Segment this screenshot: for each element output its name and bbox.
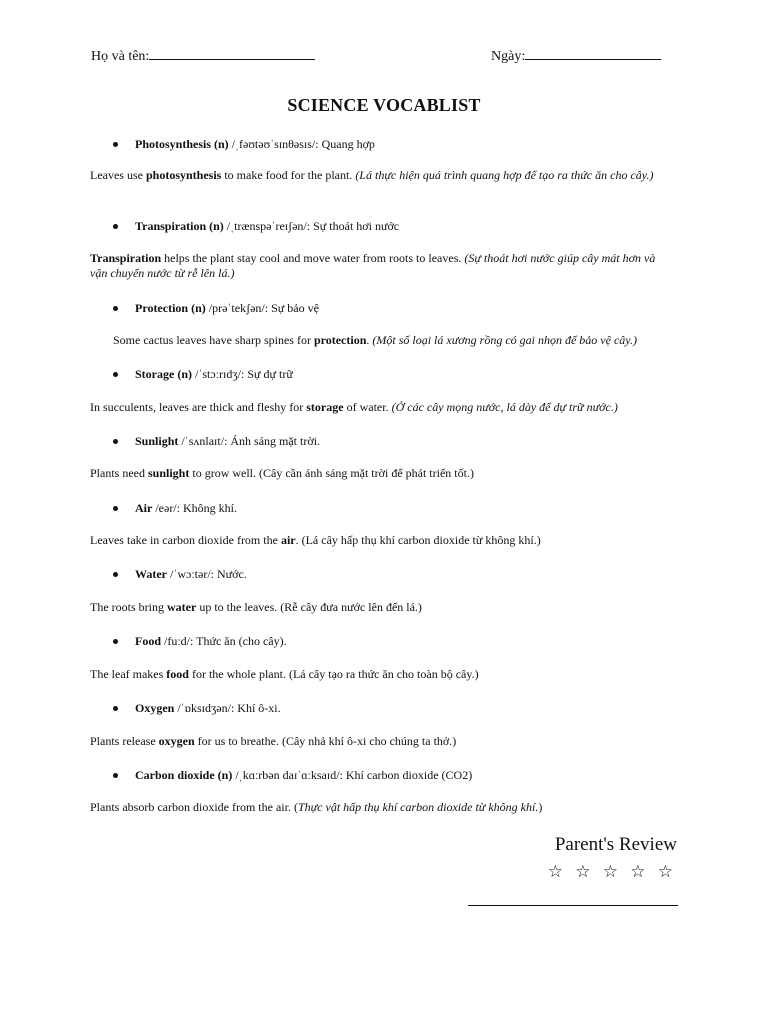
term-definition: /ˌfəʊtəʊˈsɪnθəsɪs/: Quang hợp [228, 137, 375, 151]
name-field [91, 46, 315, 65]
example-sentence [90, 466, 670, 481]
term-word: Food [135, 634, 162, 648]
sentence-text: ) [538, 800, 543, 814]
vocab-term [113, 301, 319, 316]
sentence-keyword: oxygen [158, 734, 195, 748]
sentence-text: to make food for the plant. [221, 168, 356, 182]
example-sentence [90, 667, 670, 682]
sentence-text: Plants release [90, 734, 159, 748]
example-sentence [90, 600, 670, 615]
sentence-text: helps the plant stay cool and move water from roots to leaves. [161, 251, 465, 265]
sentence-text: . (Lá cây hấp thụ khí carbon dioxide từ không khí.) [295, 533, 541, 547]
sentence-keyword: sunlight [148, 466, 190, 480]
date-label: Ngày: [491, 49, 526, 64]
term-definition: /ˈwɔːtər/: Nước. [167, 567, 247, 581]
sentence-keyword: Transpiration [90, 251, 162, 265]
term-word: Air [135, 501, 153, 515]
sentence-text: The leaf makes [90, 667, 167, 681]
sentence-text: up to the leaves. (Rễ cây đưa nước lên đến lá.) [196, 600, 422, 614]
sentence-keyword: water [167, 600, 197, 614]
sentence-text: Plants absorb carbon dioxide from the air. ( [90, 800, 298, 814]
bullet-icon [113, 572, 118, 577]
date-field [491, 46, 661, 65]
term-definition: /ˌtrænspəˈreɪʃən/: Sự thoát hơi nước [223, 219, 400, 233]
vocab-term [113, 367, 293, 382]
sentence-text: of water. [343, 400, 392, 414]
example-sentence [90, 400, 670, 415]
term-definition: /fuːd/: Thức ăn (cho cây). [161, 634, 287, 648]
sentence-translation: Thực vật hấp thụ khí carbon dioxide từ không khí. [297, 800, 539, 814]
term-word: Oxygen [135, 701, 175, 715]
bullet-icon [113, 706, 118, 711]
bullet-icon [113, 506, 118, 511]
sentence-text: to grow well. (Cây cần ánh sáng mặt trời để phát triển tốt.) [189, 466, 474, 480]
vocab-term [113, 434, 320, 449]
sentence-translation: (Lá thực hiện quá trình quang hợp để tạo ra thức ăn cho cây.) [355, 168, 654, 182]
vocab-term [113, 501, 237, 516]
bullet-icon [113, 439, 118, 444]
example-sentence [90, 800, 670, 815]
page-title: SCIENCE VOCABLIST [287, 95, 481, 115]
sentence-text: for us to breathe. (Cây nhả khí ô-xi cho chúng ta thở.) [194, 734, 457, 748]
sentence-translation: (Ở các cây mọng nước, lá dày để dự trữ nước.) [391, 400, 618, 414]
example-sentence [113, 333, 693, 348]
term-definition: /prəˈtekʃən/: Sự bảo vệ [205, 301, 319, 315]
bullet-icon [113, 372, 118, 377]
vocab-term [113, 219, 399, 234]
sentence-text: Plants need [90, 466, 148, 480]
sentence-translation: (Sự thoát hơi nước giúp cây mát hơn và vận chuyển nước từ rễ lên lá.) [90, 251, 656, 280]
term-definition: /eər/: Không khí. [152, 501, 237, 515]
vocab-term [113, 137, 375, 152]
sentence-translation: (Một số loại lá xương rồng có gai nhọn để bảo vệ cây.) [372, 333, 637, 347]
parents-review-title: Parent's Review [554, 834, 677, 855]
sentence-text: for the whole plant. (Lá cây tạo ra thức ăn cho toàn bộ cây.) [188, 667, 479, 681]
sentence-keyword: air [280, 533, 296, 547]
term-definition: /ˈɒksɪdʒən/: Khí ô-xi. [174, 701, 281, 715]
term-word: Storage (n) [135, 367, 192, 381]
sentence-text: Leaves take in carbon dioxide from the [90, 533, 281, 547]
term-word: Photosynthesis (n) [135, 137, 229, 151]
term-word: Water [135, 567, 167, 581]
vocab-term [113, 634, 287, 649]
vocab-term [113, 768, 472, 783]
name-label: Họ và tên: [91, 49, 150, 64]
sentence-keyword: photosynthesis [145, 168, 222, 182]
sentence-keyword: storage [306, 400, 344, 414]
term-definition: /ˈsʌnlaɪt/: Ánh sáng mặt trời. [178, 434, 321, 448]
bullet-icon [113, 773, 118, 778]
term-word: Protection (n) [135, 301, 206, 315]
sentence-text: . [366, 333, 373, 347]
sentence-text: Leaves use [90, 168, 146, 182]
term-word: Sunlight [135, 434, 179, 448]
term-word: Carbon dioxide (n) [135, 768, 233, 782]
sentence-keyword: protection [313, 333, 367, 347]
star-rating[interactable]: ☆ ☆ ☆ ☆ ☆ [547, 862, 677, 881]
date-blank-line[interactable] [525, 46, 661, 60]
term-definition: /ˈstɔːrɪdʒ/: Sự dự trữ [192, 367, 293, 381]
example-sentence [90, 533, 670, 548]
bullet-icon [113, 306, 118, 311]
sentence-text: The roots bring [90, 600, 167, 614]
example-sentence [90, 168, 670, 183]
vocab-term [113, 567, 247, 582]
example-sentence [90, 734, 670, 749]
vocab-term [113, 701, 281, 716]
name-blank-line[interactable] [149, 46, 315, 60]
bullet-icon [113, 224, 118, 229]
term-definition: /ˌkɑːrbən daɪˈɑːksaɪd/: Khí carbon dioxide (CO2) [232, 768, 473, 782]
sentence-text: Some cactus leaves have sharp spines for [113, 333, 314, 347]
bullet-icon [113, 639, 118, 644]
example-sentence [90, 251, 670, 281]
term-word: Transpiration (n) [135, 219, 224, 233]
bullet-icon [113, 142, 118, 147]
sentence-text: In succulents, leaves are thick and fleshy for [90, 400, 307, 414]
signature-line[interactable] [468, 905, 678, 906]
sentence-keyword: food [166, 667, 189, 681]
